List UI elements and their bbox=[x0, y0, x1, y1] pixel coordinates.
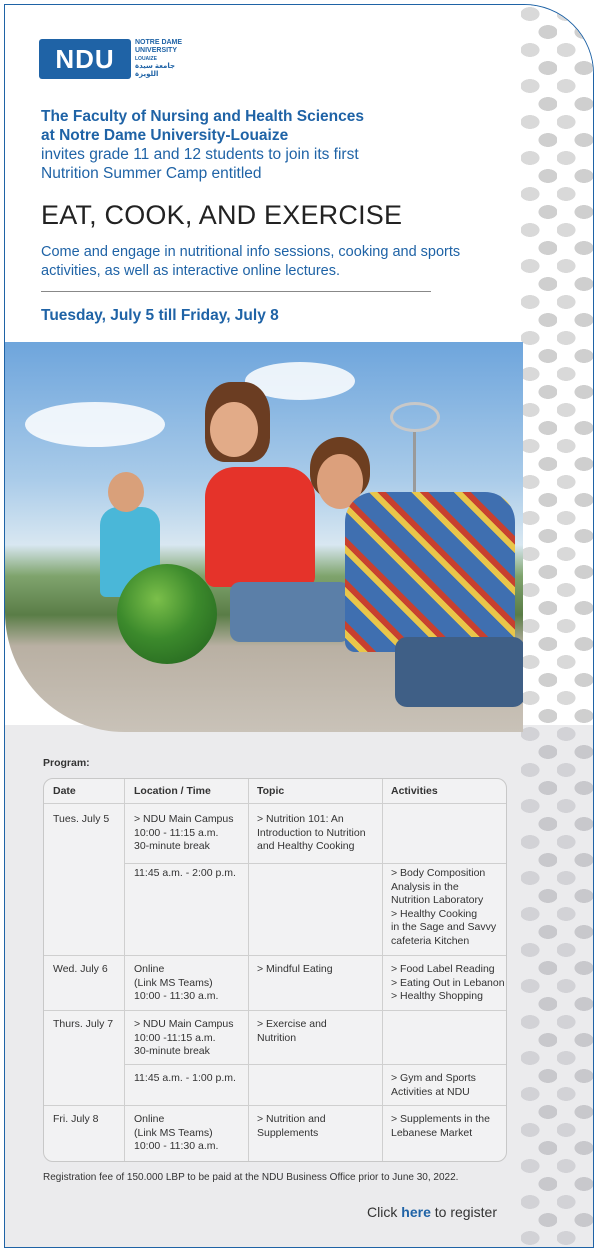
row4-date: Thurs. July 7 bbox=[53, 1018, 114, 1030]
camp-dates: Tuesday, July 5 till Friday, July 8 bbox=[41, 307, 279, 324]
row5-activities: > Gym and Sports Activities at NDU bbox=[391, 1072, 476, 1098]
ndu-logo bbox=[39, 39, 182, 79]
row2-location: 11:45 a.m. - 2:00 p.m. bbox=[134, 867, 236, 879]
hero-photo bbox=[5, 342, 523, 732]
program-table bbox=[43, 778, 507, 1162]
register-cta bbox=[367, 1204, 497, 1220]
logo-line: UNIVERSITY bbox=[135, 47, 178, 54]
row3-topic: > Mindful Eating bbox=[257, 963, 333, 975]
row6-activities: > Supplements in the Lebanese Market bbox=[391, 1113, 490, 1139]
invite-line: Nutrition Summer Camp entitled bbox=[41, 165, 262, 182]
cta-prefix: Click bbox=[367, 1204, 402, 1220]
row3-date: Wed. July 6 bbox=[53, 963, 108, 975]
cta-suffix: to register bbox=[430, 1204, 497, 1220]
logo-line: جامعة سيدة bbox=[135, 63, 176, 70]
camp-description: Come and engage in nutritional info sessions, cooking and sports activities, as well as interactive online lectures. bbox=[41, 244, 461, 279]
row1-date: Tues. July 5 bbox=[53, 813, 110, 825]
row3-activities: > Food Label Reading > Eating Out in Lebanon > Healthy Shopping bbox=[391, 963, 505, 1002]
header-topic: Topic bbox=[257, 785, 285, 797]
row4-topic: > Exercise and Nutrition bbox=[257, 1018, 327, 1044]
divider bbox=[41, 291, 431, 292]
logo-wordmark bbox=[135, 39, 182, 79]
row5-location: 11:45 a.m. - 1:00 p.m. bbox=[134, 1072, 236, 1084]
row6-date: Fri. July 8 bbox=[53, 1113, 99, 1125]
header-date: Date bbox=[53, 785, 76, 797]
university-name: at Notre Dame University-Louaize bbox=[41, 127, 289, 144]
logo-line: LOUAIZE bbox=[135, 56, 157, 62]
row4-location: > NDU Main Campus 10:00 -11:15 a.m. 30-minute break bbox=[134, 1018, 234, 1057]
row1-location: > NDU Main Campus 10:00 - 11:15 a.m. 30-minute break bbox=[134, 813, 234, 852]
logo-mark: NDU bbox=[39, 39, 131, 79]
camp-title: EAT, COOK, AND EXERCISE bbox=[41, 200, 403, 230]
program-label: Program: bbox=[43, 757, 90, 769]
faculty-name: The Faculty of Nursing and Health Sciences bbox=[41, 108, 364, 125]
row1-topic: > Nutrition 101: An Introduction to Nutrition and Healthy Cooking bbox=[257, 813, 366, 852]
invite-line: invites grade 11 and 12 students to join its first bbox=[41, 146, 359, 163]
header-location-time: Location / Time bbox=[134, 785, 211, 797]
flyer-frame bbox=[4, 4, 594, 1248]
header-activities: Activities bbox=[391, 785, 438, 797]
decorative-pattern-bottom bbox=[521, 725, 593, 1247]
row6-location: Online (Link MS Teams) 10:00 - 11:30 a.m. bbox=[134, 1113, 219, 1152]
row2-activities: > Body Composition Analysis in the Nutrition Laboratory > Healthy Cooking in the Sage and Savvy cafeteria Kitchen bbox=[391, 867, 497, 947]
row6-topic: > Nutrition and Supplements bbox=[257, 1113, 326, 1139]
logo-line: NOTRE DAME bbox=[135, 39, 183, 46]
register-link[interactable]: here bbox=[401, 1204, 431, 1220]
invitation-text bbox=[41, 107, 511, 183]
logo-line: اللويزة bbox=[135, 71, 159, 78]
registration-fee-note: Registration fee of 150.000 LBP to be paid at the NDU Business Office prior to June 30, 2022. bbox=[43, 1172, 459, 1183]
row3-location: Online (Link MS Teams) 10:00 - 11:30 a.m. bbox=[134, 963, 219, 1002]
